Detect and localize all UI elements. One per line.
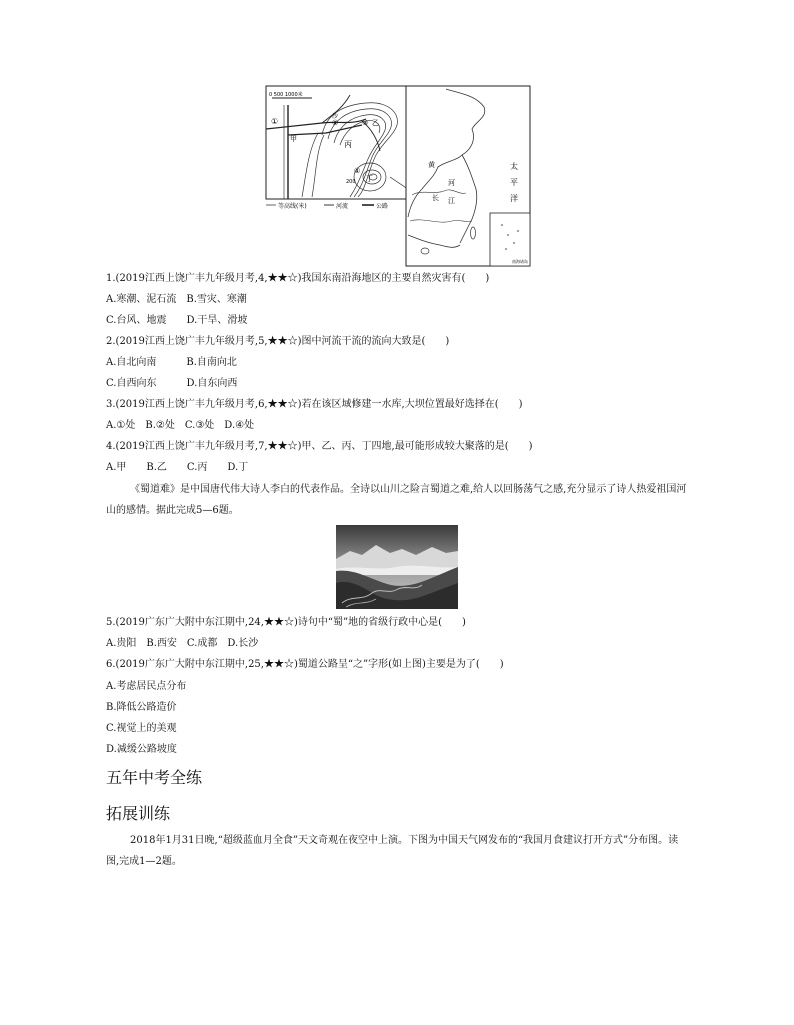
inset-label: 南海诸岛	[512, 259, 528, 264]
question-2-options-row1: A.自北向南 B.自南向北	[106, 357, 237, 368]
question-6-stem: 6.(2019广东广大附中东江期中,25,★★☆)蜀道公路呈“之”字形(如上图)主要是为了( )	[106, 659, 504, 670]
mountain-road-photo	[336, 525, 458, 609]
scale-label: 0 500 1000米	[269, 92, 303, 98]
label-he: 河	[448, 179, 455, 187]
legend-river: 河流	[336, 203, 349, 210]
question-6-option-b: B.降低公路造价	[106, 702, 177, 713]
question-1-stem: 1.(2019江西上饶广丰九年级月考,4,★★☆)我国东南沿海地区的主要自然灾害有( )	[106, 273, 490, 284]
question-4-stem: 4.(2019江西上饶广丰九年级月考,7,★★☆)甲、乙、丙、丁四地,最可能形成较大聚落的是( )	[106, 441, 533, 452]
mark-circle4: ④	[354, 167, 361, 175]
passage-shudaonan: 《蜀道难》是中国唐代伟大诗人李白的代表作品。全诗以山川之险言蜀道之难,给人以回肠荡气之感,充分显示了诗人热爱祖国河山的感情。据此完成5—6题。	[106, 484, 687, 516]
passage-lunar-eclipse: 2018年1月31日晚,“超级蓝血月全食”天文奇观在夜空中上演。下图为中国天气网发布的“我国月食建议打开方式”分布图。读图,完成1—2题。	[106, 835, 679, 867]
label-ping: 平	[510, 178, 518, 187]
mark-sha: 沙	[332, 113, 339, 120]
question-5-options: A.贵阳 B.西安 C.成都 D.长沙	[106, 638, 259, 649]
contour-label: 200	[346, 179, 356, 185]
mark-bing: 丙	[344, 140, 352, 149]
question-6-option-c: C.视觉上的美观	[106, 723, 177, 734]
question-2-options-row2: C.自西向东 D.自东向西	[106, 378, 238, 389]
legend-contour: 等高线(米)	[278, 203, 307, 210]
mark-circle1: ①	[271, 117, 279, 126]
map-legend	[266, 202, 388, 210]
question-3-stem: 3.(2019江西上饶广丰九年级月考,6,★★☆)若在该区域修建一水库,大坝位置最好选择在( )	[106, 399, 523, 410]
china-map	[406, 86, 530, 266]
label-jiang: 江	[448, 197, 455, 205]
mark-yi: 乙	[372, 119, 379, 127]
legend-road: 公路	[376, 203, 389, 210]
question-6-option-a: A.考虑居民点分布	[106, 681, 187, 692]
mark-ding: 丁	[366, 175, 373, 183]
mark-jia: 甲	[290, 135, 297, 143]
label-tai: 太	[510, 162, 518, 171]
mark-circle3: ③	[362, 119, 369, 127]
question-4-options: A.甲 B.乙 C.丙 D.丁	[106, 462, 249, 473]
label-huang: 黄	[428, 161, 435, 169]
question-1-options-row2: C.台风、地震 D.干旱、滑坡	[106, 315, 248, 326]
question-6-option-d: D.减缓公路坡度	[106, 744, 177, 755]
question-5-stem: 5.(2019广东广大附中东江期中,24,★★☆)诗句中“蜀”地的省级行政中心是( )	[106, 617, 466, 628]
subsection-title: 拓展训练	[106, 804, 171, 823]
question-1-options-row1: A.寒潮、泥石流 B.雪灾、寒潮	[106, 294, 247, 305]
question-2-stem: 2.(2019江西上饶广丰九年级月考,5,★★☆)图中河流干流的流向大致是( )	[106, 336, 450, 347]
mark-circle2: ②	[332, 119, 339, 127]
question-3-options: A.①处 B.②处 C.③处 D.④处	[106, 420, 255, 431]
label-chang: 长	[432, 194, 439, 202]
map-figure	[262, 85, 532, 269]
contour-map	[266, 86, 406, 199]
section-title: 五年中考全练	[106, 768, 203, 787]
label-yang: 洋	[510, 194, 518, 203]
